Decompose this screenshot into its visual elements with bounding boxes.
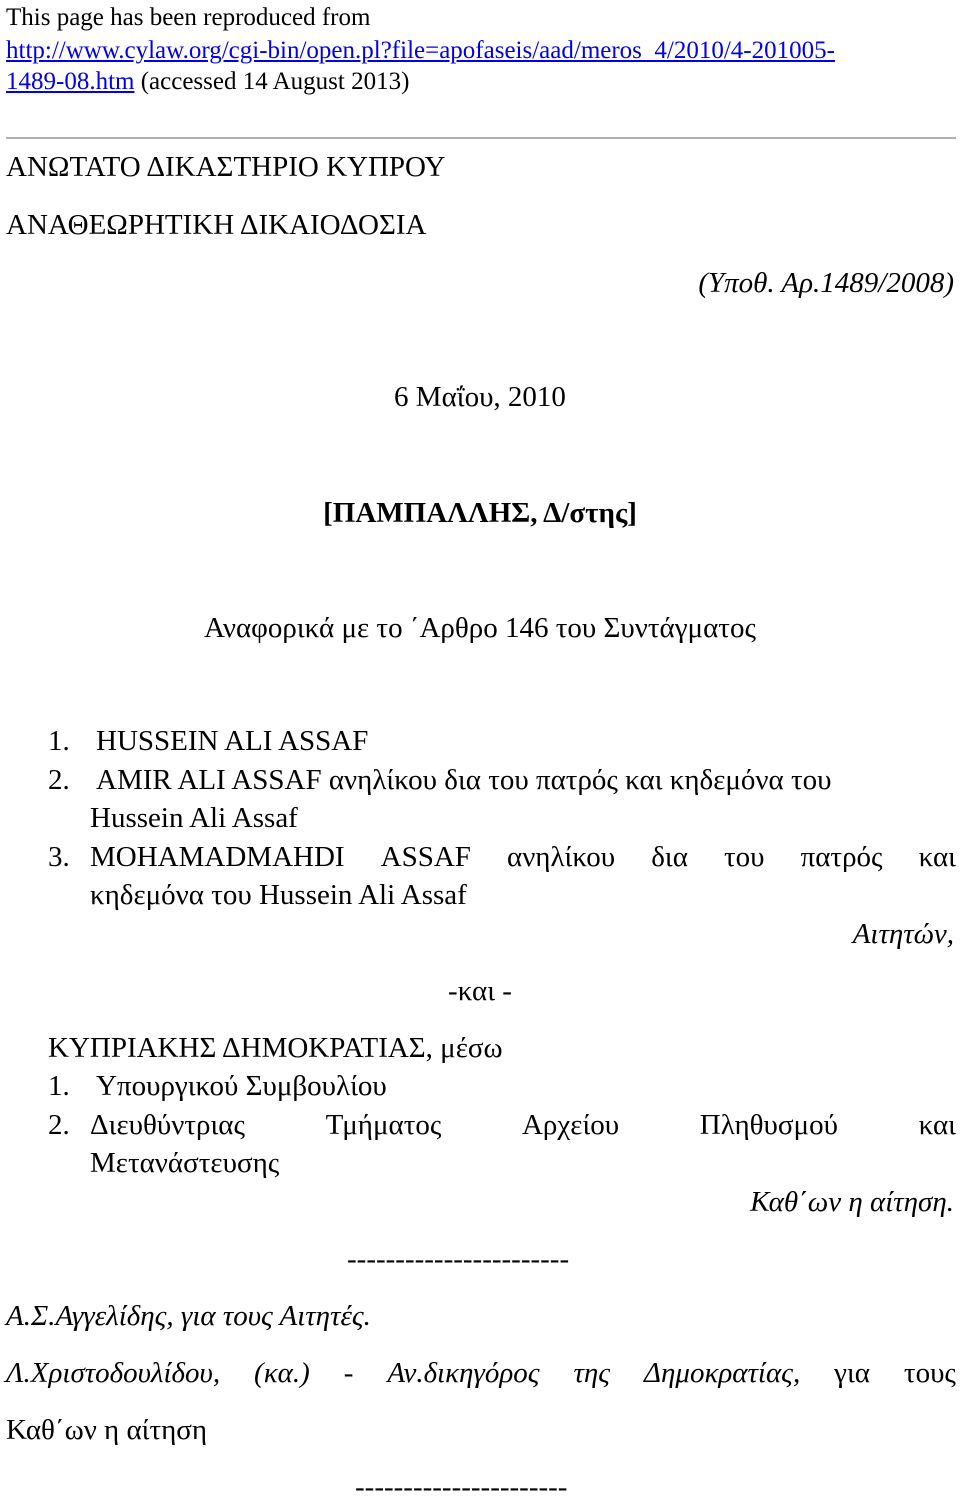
divider: ----------------------- bbox=[347, 1243, 570, 1275]
respondents-title: ΚΥΠΡΙΑΚΗΣ ΔΗΜΟΚΡΑΤΙΑΣ, μέσω bbox=[48, 1032, 503, 1064]
court-name: ΑΝΩΤΑΤΟ ΔΙΚΑΣΤΗΡΙΟ ΚΥΠΡΟΥ bbox=[6, 151, 446, 183]
respondent-2-text bbox=[90, 1111, 956, 1140]
decision-date: 6 Μαΐου, 2010 bbox=[394, 381, 566, 413]
applicant-3-cont: κηδεμόνα του Hussein Ali Assaf bbox=[90, 879, 467, 911]
applicant-3-text bbox=[90, 843, 956, 872]
respondent-2-word: Διευθύντριας bbox=[90, 1109, 245, 1141]
counsel-word: Λ.Χριστοδουλίδου, bbox=[6, 1357, 221, 1389]
applicant-1 bbox=[48, 727, 368, 756]
source-url-line1 bbox=[6, 38, 835, 63]
respondent-1 bbox=[48, 1072, 387, 1101]
case-number-value: 1489/2008) bbox=[820, 267, 954, 299]
applicant-3-word: δια bbox=[651, 841, 688, 873]
source-note-line1: This page has been reproduced from bbox=[6, 4, 371, 31]
accessed-date: (accessed 14 August 2013) bbox=[134, 68, 410, 95]
respondent-2-word: και bbox=[918, 1109, 956, 1141]
respondent-2-word: Τμήματος bbox=[325, 1109, 442, 1141]
applicant-3-word: MOHAMADMAHDI bbox=[90, 841, 345, 873]
applicant-3-word: πατρός bbox=[800, 841, 883, 873]
source-url-line2 bbox=[6, 69, 409, 94]
article-reference: Αναφορικά με το ΄Αρθρο 146 του Συντάγματος bbox=[204, 612, 756, 644]
applicant-1-text: HUSSEIN ALI ASSAF bbox=[96, 725, 369, 757]
counsel-word: Δημοκρατίας, bbox=[644, 1357, 801, 1389]
horizontal-rule bbox=[6, 137, 956, 139]
counsel-respondents-cont: Καθ΄ων η αίτηση bbox=[6, 1414, 208, 1446]
jurisdiction: ΑΝΑΘΕΩΡΗΤΙΚΗ ΔΙΚΑΙΟΔΟΣΙΑ bbox=[6, 209, 427, 241]
applicant-2-text: AMIR ALI ASSAF ανηλίκου δια του πατρός και κηδεμόνα του bbox=[96, 764, 832, 796]
applicant-1-num: 1. bbox=[48, 725, 70, 757]
applicant-2-cont: Hussein Ali Assaf bbox=[90, 802, 298, 834]
source-url-link[interactable]: http://www.cylaw.org/cgi-bin/open.pl?file=apofaseis/aad/meros_4/2010/4-201005- bbox=[6, 37, 835, 64]
applicant-2 bbox=[48, 766, 832, 795]
respondent-2-num: 2. bbox=[48, 1109, 70, 1141]
case-number bbox=[698, 269, 954, 298]
judge: [ΠΑΜΠΑΛΛΗΣ, Δ/στης] bbox=[323, 497, 637, 529]
case-number-prefix: (Υποθ. Αρ. bbox=[698, 267, 821, 299]
applicant-3-word: ASSAF bbox=[380, 841, 471, 873]
applicant-3-word: του bbox=[724, 841, 765, 873]
applicants-role: Αιτητών, bbox=[852, 918, 954, 950]
counsel-word: (κα.) bbox=[254, 1357, 310, 1389]
applicant-2-num: 2. bbox=[48, 764, 70, 796]
and-separator: -και - bbox=[448, 975, 512, 1007]
respondent-2-cont: Μετανάστευσης bbox=[90, 1147, 280, 1179]
counsel-word: Αν.δικηγόρος bbox=[387, 1357, 540, 1389]
respondent-2-word: Αρχείου bbox=[521, 1109, 620, 1141]
source-url-link-cont[interactable]: 1489-08.htm bbox=[6, 68, 135, 95]
counsel-word: - bbox=[343, 1357, 354, 1389]
respondent-1-text: Υπουργικού Συμβουλίου bbox=[96, 1070, 387, 1102]
respondent-2-word: Πληθυσμού bbox=[699, 1109, 838, 1141]
counsel-respondents bbox=[6, 1359, 956, 1388]
respondent-1-num: 1. bbox=[48, 1070, 70, 1102]
counsel-word: της bbox=[573, 1357, 611, 1389]
divider-bottom: ---------------------- bbox=[355, 1471, 568, 1503]
applicant-3-num: 3. bbox=[48, 841, 70, 873]
applicant-3-word: και bbox=[918, 841, 956, 873]
counsel-word: τους bbox=[903, 1357, 956, 1389]
respondents-role: Καθ΄ων η αίτηση. bbox=[750, 1186, 954, 1218]
counsel-word: για bbox=[834, 1357, 870, 1389]
counsel-applicants bbox=[6, 1302, 371, 1331]
counsel-applicants-text: Α.Σ.Αγγελίδης, για τους Αιτητές. bbox=[6, 1300, 371, 1332]
applicant-3-word: ανηλίκου bbox=[507, 841, 616, 873]
